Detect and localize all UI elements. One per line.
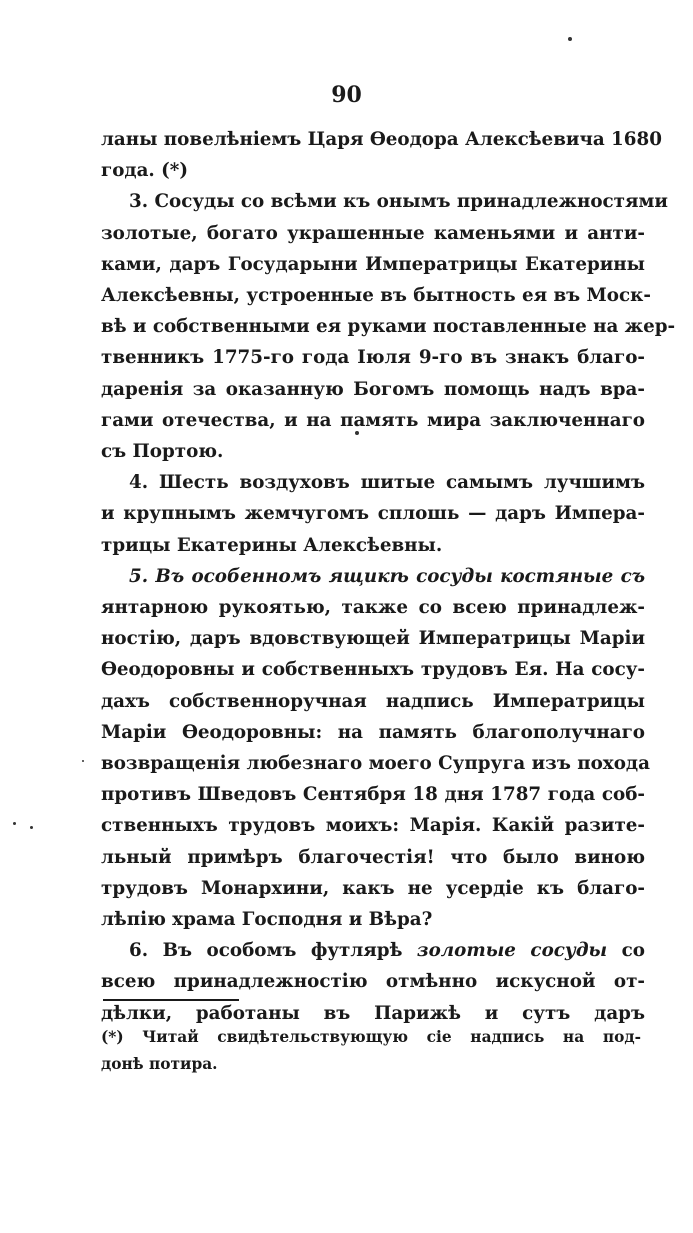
text-run-italic: золотые сосуды: [416, 940, 608, 962]
footnote-line: (*) Читай свидѣтельствующую сіе надпись на под-: [101, 1028, 641, 1046]
paragraph-continuation: [101, 124, 662, 186]
text-line: трицы Екатерины Алексѣевны.: [101, 534, 443, 556]
text-line: возвращенія любезнаго моего Супруга изъ похода: [101, 753, 650, 775]
text-line: противъ Шведовъ Сентября 18 дня 1787 года соб-: [101, 784, 645, 806]
footnote: [101, 1024, 641, 1078]
paragraph-item-4: [101, 467, 645, 561]
text-line: дѣлки, работаны въ Парижѣ и сутъ даръ: [101, 1002, 645, 1024]
text-line: ностію, даръ вдовствующей Императрицы Маріи: [101, 628, 645, 650]
text-line: всею принадлежностію отмѣнно искусной от-: [101, 971, 645, 993]
text-line: Алексѣевны, устроенные въ бытность ея въ Моск-: [101, 285, 651, 307]
text-line: ственныхъ трудовъ моихъ: Марія. Какій разите-: [101, 815, 645, 837]
speck: [82, 760, 84, 762]
text-line: янтарною рукоятью, также со всею принадлеж-: [101, 597, 645, 619]
text-line: дахъ собственноручная надпись Императрицы: [101, 690, 645, 712]
text-line: золотые, богато украшенные каменьями и анти-: [101, 222, 645, 244]
text-line: 3. Сосуды со всѣми къ онымъ принадлежностями: [129, 191, 668, 213]
page-number: 90: [331, 82, 362, 108]
text-line: ланы повелѣніемъ Царя Ѳеодора Алексѣевича 1680: [101, 129, 662, 150]
paragraph-item-3: [101, 186, 676, 467]
footnote-divider: [103, 999, 239, 1001]
text-line: и крупнымъ жемчугомъ сплошь — даръ Импера-: [101, 503, 645, 525]
text-line: даренія за оказанную Богомъ помощь надъ вра-: [101, 378, 645, 400]
body-text: [101, 124, 676, 1029]
paragraph-item-6: [101, 935, 645, 1029]
text-line: гами отечества, и на память мира заключеннаго: [101, 409, 645, 431]
paragraph-item-5: [101, 561, 650, 935]
speck: [568, 37, 572, 41]
text-line: льный примѣръ благочестія! что было виною: [101, 846, 645, 868]
text-line: 5. Въ особенномъ ящикѣ сосуды костяные съ: [129, 565, 645, 587]
speck: [355, 431, 359, 435]
text-run: 6. Въ особомъ футлярѣ: [129, 940, 403, 962]
text-line: лѣпію храма Господня и Вѣра?: [101, 909, 433, 931]
text-line: Ѳеодоровны и собственныхъ трудовъ Ея. На сосу-: [101, 659, 645, 681]
speck: [13, 822, 16, 825]
text-line: года. (*): [101, 160, 189, 182]
footnote-line: донѣ потира.: [101, 1055, 218, 1073]
speck: [30, 826, 33, 829]
text-line: съ Портою.: [101, 441, 224, 463]
text-run: со: [621, 940, 645, 962]
text-line: Маріи Ѳеодоровны: на память благополучнаго: [101, 721, 645, 743]
text-line: ками, даръ Государыни Императрицы Екатерины: [101, 253, 645, 275]
text-line: вѣ и собственными ея руками поставленные на жер-: [101, 316, 676, 338]
text-line: [101, 935, 645, 966]
text-line: 4. Шесть воздуховъ шитые самымъ лучшимъ: [129, 472, 645, 494]
text-line: твенникъ 1775-го года Іюля 9-го въ знакъ благо-: [101, 347, 645, 369]
text-line: трудовъ Монархини, какъ не усердіе къ благо-: [101, 877, 645, 899]
